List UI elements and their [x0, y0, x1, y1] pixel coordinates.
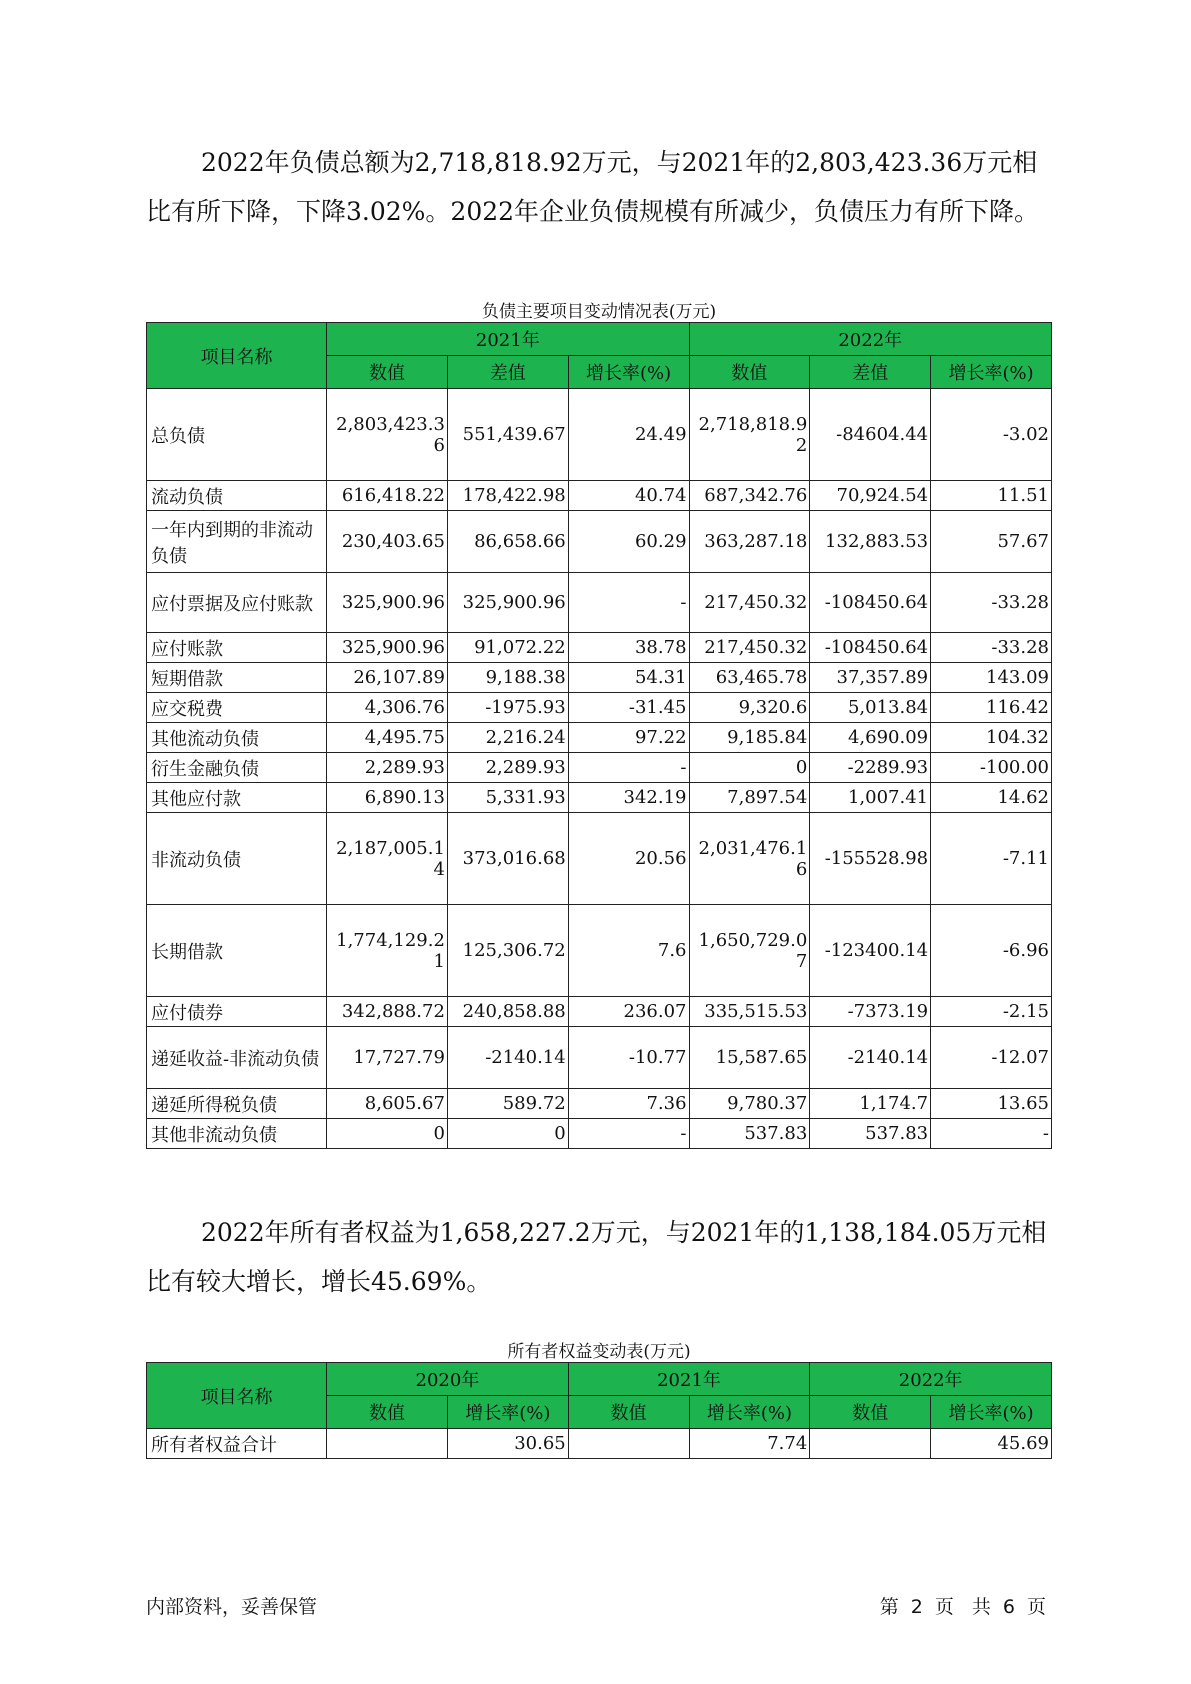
header-item-name: 项目名称 [147, 1363, 327, 1429]
table-cell: 0 [689, 753, 810, 783]
header-year-2022: 2022年 [810, 1363, 1052, 1396]
table-row [147, 511, 1052, 573]
table-cell: 363,287.18 [689, 511, 810, 573]
table-row [147, 753, 1052, 783]
table-cell: 116.42 [931, 693, 1052, 723]
table-cell: 125,306.72 [447, 905, 568, 997]
table-cell: 178,422.98 [447, 481, 568, 511]
header-item-name: 项目名称 [147, 323, 327, 389]
table-cell: 63,465.78 [689, 663, 810, 693]
page-unit: 页 [934, 1596, 954, 1618]
table-cell: 7.6 [568, 905, 689, 997]
row-label: 其他非流动负债 [147, 1119, 327, 1149]
table-cell: -33.28 [931, 573, 1052, 633]
table-cell: 2,031,476.16 [689, 813, 810, 905]
table-cell: 373,016.68 [447, 813, 568, 905]
table-cell: 217,450.32 [689, 633, 810, 663]
table-cell: -7.11 [931, 813, 1052, 905]
table-cell: 4,690.09 [810, 723, 931, 753]
row-label: 总负债 [147, 389, 327, 481]
table-cell: -108450.64 [810, 633, 931, 663]
table-cell: -2140.14 [447, 1027, 568, 1089]
table-cell: 37,357.89 [810, 663, 931, 693]
table-cell: 1,650,729.07 [689, 905, 810, 997]
table-cell: 104.32 [931, 723, 1052, 753]
table-cell: 40.74 [568, 481, 689, 511]
header-growth: 增长率(%) [689, 1396, 810, 1429]
header-year-2022: 2022年 [689, 323, 1051, 356]
table1-caption: 负债主要项目变动情况表(万元) [481, 302, 717, 322]
table-cell: 6,890.13 [327, 783, 448, 813]
table-cell: 2,187,005.14 [327, 813, 448, 905]
table-cell: 9,188.38 [447, 663, 568, 693]
table-cell: 687,342.76 [689, 481, 810, 511]
table-cell: 70,924.54 [810, 481, 931, 511]
table-cell: 9,780.37 [689, 1089, 810, 1119]
table-cell: 13.65 [931, 1089, 1052, 1119]
table-cell: 4,495.75 [327, 723, 448, 753]
page-prefix: 第 [879, 1596, 899, 1618]
header-diff: 差值 [810, 356, 931, 389]
table-cell: -33.28 [931, 633, 1052, 663]
header-diff: 差值 [447, 356, 568, 389]
header-year-2021: 2021年 [327, 323, 689, 356]
table-cell: 2,216.24 [447, 723, 568, 753]
row-label: 应付债券 [147, 997, 327, 1027]
table-cell: 91,072.22 [447, 633, 568, 663]
row-label: 短期借款 [147, 663, 327, 693]
page-number: 2 [910, 1596, 923, 1618]
table-cell: 5,331.93 [447, 783, 568, 813]
table-cell: -108450.64 [810, 573, 931, 633]
table2-caption: 所有者权益变动表(万元) [507, 1342, 691, 1362]
table-row [147, 813, 1052, 905]
paragraph-text: 2022年所有者权益为1,658,227.2万元，与2021年的1,138,184.05万元相比有较大增长，增长45.69%。 [146, 1218, 1047, 1296]
table-cell: 17,727.79 [327, 1027, 448, 1089]
table-cell: 9,320.6 [689, 693, 810, 723]
table-cell: 240,858.88 [447, 997, 568, 1027]
table-cell [568, 1429, 689, 1459]
table-cell: 143.09 [931, 663, 1052, 693]
row-label: 其他流动负债 [147, 723, 327, 753]
table-cell: -1975.93 [447, 693, 568, 723]
table-cell: 57.67 [931, 511, 1052, 573]
header-value: 数值 [810, 1396, 931, 1429]
table-cell: 551,439.67 [447, 389, 568, 481]
table-cell: -84604.44 [810, 389, 931, 481]
table-cell: 2,289.93 [327, 753, 448, 783]
table-cell: 325,900.96 [327, 633, 448, 663]
row-label: 所有者权益合计 [147, 1429, 327, 1459]
table-cell: - [568, 753, 689, 783]
header-value: 数值 [327, 356, 448, 389]
row-label: 应付票据及应付账款 [147, 573, 327, 633]
table-cell: -10.77 [568, 1027, 689, 1089]
table-cell: -2140.14 [810, 1027, 931, 1089]
table-cell: 8,605.67 [327, 1089, 448, 1119]
table-row [147, 481, 1052, 511]
table-row [147, 1429, 1052, 1459]
total-prefix: 共 [971, 1596, 991, 1618]
table-cell [327, 1429, 448, 1459]
table-cell: 45.69 [931, 1429, 1052, 1459]
header-value: 数值 [327, 1396, 448, 1429]
table-cell: 132,883.53 [810, 511, 931, 573]
header-growth: 增长率(%) [931, 356, 1052, 389]
table-cell: 1,174.7 [810, 1089, 931, 1119]
table-cell: 24.49 [568, 389, 689, 481]
table-row [147, 663, 1052, 693]
table-cell: -2.15 [931, 997, 1052, 1027]
liabilities-table [146, 322, 1052, 1149]
table-cell: 11.51 [931, 481, 1052, 511]
table-cell: 54.31 [568, 663, 689, 693]
table-cell: 9,185.84 [689, 723, 810, 753]
table-row [147, 573, 1052, 633]
footer-confidential: 内部资料，妥善保管 [146, 1596, 318, 1618]
paragraph-liabilities [146, 138, 1056, 236]
row-label: 非流动负债 [147, 813, 327, 905]
table-cell: 4,306.76 [327, 693, 448, 723]
table-cell: -2289.93 [810, 753, 931, 783]
table-cell: 30.65 [447, 1429, 568, 1459]
table-cell: 26,107.89 [327, 663, 448, 693]
table-row [147, 723, 1052, 753]
table-cell: 2,803,423.36 [327, 389, 448, 481]
table-row [147, 1027, 1052, 1089]
table-cell: -155528.98 [810, 813, 931, 905]
table-cell: 5,013.84 [810, 693, 931, 723]
paragraph-text: 2022年负债总额为2,718,818.92万元，与2021年的2,803,423.36万元相比有所下降，下降3.02%。2022年企业负债规模有所减少，负债压力有所下降。 [146, 148, 1040, 226]
table-cell: 0 [327, 1119, 448, 1149]
table-row [147, 693, 1052, 723]
table-cell: - [931, 1119, 1052, 1149]
table-cell: -6.96 [931, 905, 1052, 997]
table-cell: 15,587.65 [689, 1027, 810, 1089]
table-cell: 335,515.53 [689, 997, 810, 1027]
total-number: 6 [1002, 1596, 1015, 1618]
row-label: 其他应付款 [147, 783, 327, 813]
table-cell: 97.22 [568, 723, 689, 753]
table-cell: 38.78 [568, 633, 689, 663]
header-growth: 增长率(%) [568, 356, 689, 389]
table-cell: 0 [447, 1119, 568, 1149]
table-cell: 1,774,129.21 [327, 905, 448, 997]
paragraph-equity [146, 1208, 1056, 1306]
table-cell: 537.83 [810, 1119, 931, 1149]
row-label: 应付账款 [147, 633, 327, 663]
table-row [147, 389, 1052, 481]
table-row [147, 997, 1052, 1027]
header-growth: 增长率(%) [447, 1396, 568, 1429]
table-cell: 7,897.54 [689, 783, 810, 813]
equity-table [146, 1362, 1052, 1459]
row-label: 应交税费 [147, 693, 327, 723]
table-row [147, 1119, 1052, 1149]
table-cell [810, 1429, 931, 1459]
table-cell: 230,403.65 [327, 511, 448, 573]
header-value: 数值 [689, 356, 810, 389]
row-label: 长期借款 [147, 905, 327, 997]
table-cell: 1,007.41 [810, 783, 931, 813]
row-label: 递延所得税负债 [147, 1089, 327, 1119]
table-row [147, 905, 1052, 997]
table-cell: 342.19 [568, 783, 689, 813]
row-label: 递延收益-非流动负债 [147, 1027, 327, 1089]
header-value: 数值 [568, 1396, 689, 1429]
table-cell: 537.83 [689, 1119, 810, 1149]
table-cell: 86,658.66 [447, 511, 568, 573]
table-cell: 7.36 [568, 1089, 689, 1119]
table-cell: - [568, 573, 689, 633]
table-cell: 342,888.72 [327, 997, 448, 1027]
header-growth: 增长率(%) [931, 1396, 1052, 1429]
table-row [147, 1089, 1052, 1119]
table-cell: -100.00 [931, 753, 1052, 783]
table-cell: - [568, 1119, 689, 1149]
table-cell: 7.74 [689, 1429, 810, 1459]
table-cell: -123400.14 [810, 905, 931, 997]
table-row [147, 783, 1052, 813]
table-cell: 589.72 [447, 1089, 568, 1119]
row-label: 衍生金融负债 [147, 753, 327, 783]
table-cell: -7373.19 [810, 997, 931, 1027]
footer-page-info [874, 1592, 1052, 1619]
table-cell: 20.56 [568, 813, 689, 905]
table-cell: 325,900.96 [447, 573, 568, 633]
table-cell: 60.29 [568, 511, 689, 573]
table-cell: 217,450.32 [689, 573, 810, 633]
table-cell: 616,418.22 [327, 481, 448, 511]
row-label: 一年内到期的非流动负债 [147, 511, 327, 573]
table-cell: 325,900.96 [327, 573, 448, 633]
header-year-2020: 2020年 [327, 1363, 569, 1396]
table-cell: -31.45 [568, 693, 689, 723]
table-cell: -12.07 [931, 1027, 1052, 1089]
row-label: 流动负债 [147, 481, 327, 511]
table-row [147, 633, 1052, 663]
header-year-2021: 2021年 [568, 1363, 810, 1396]
table-cell: -3.02 [931, 389, 1052, 481]
table-cell: 14.62 [931, 783, 1052, 813]
table-cell: 236.07 [568, 997, 689, 1027]
table-cell: 2,718,818.92 [689, 389, 810, 481]
total-unit: 页 [1026, 1596, 1046, 1618]
table-cell: 2,289.93 [447, 753, 568, 783]
